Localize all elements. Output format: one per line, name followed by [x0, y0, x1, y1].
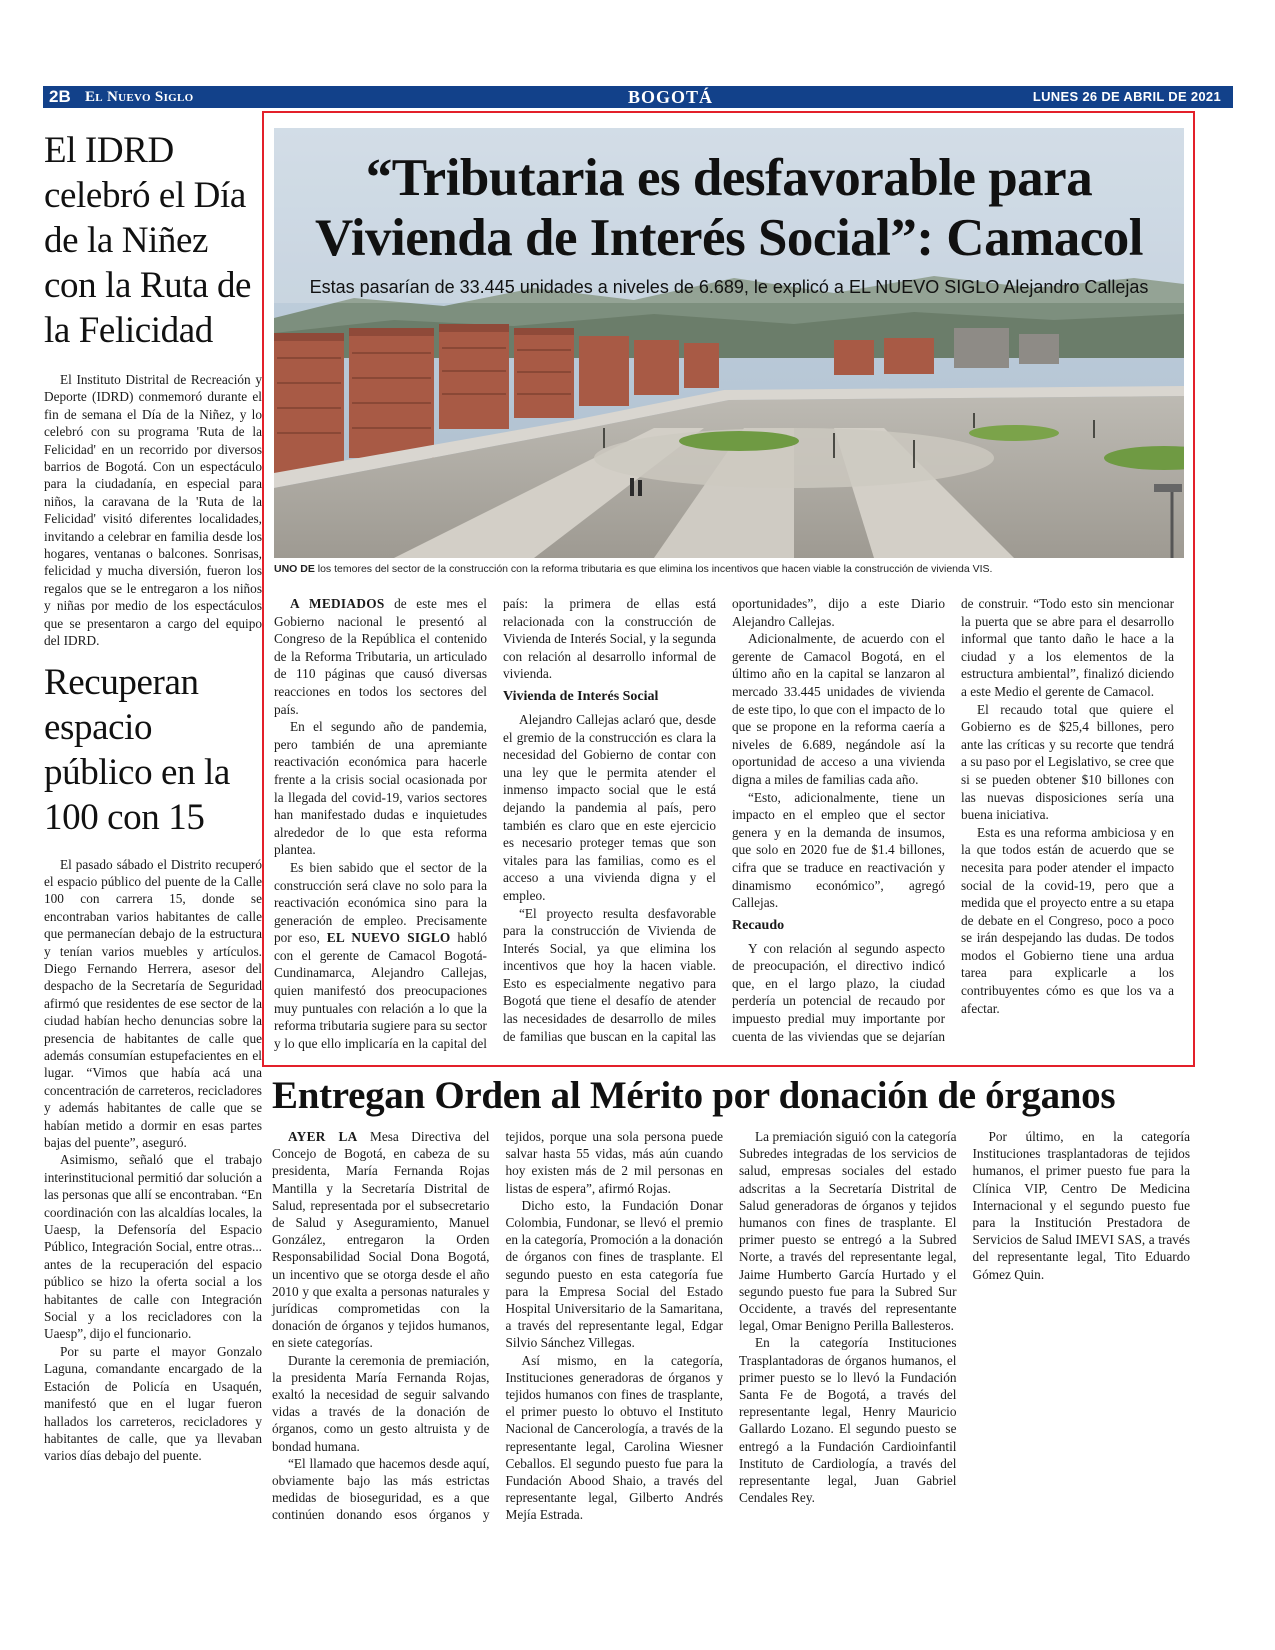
- side-story-paragraph: El Instituto Distrital de Recreación y Deporte (IDRD) conmemoró durante el fin de semana el Día de la Niñez, y lo celebró con su programa 'Ruta de la Felicidad' en un recorrido por diversos barrios de Bogotá. Con un espectáculo para la ciudadanía, en especial para niños, la caravana de la 'Ruta de la Felicidad' visitó diferentes localidades, invitando a celebrar en familia desde los hogares, ventanas o balcones. Sonrisas, felicidad y mucha diversión, fueron los regalos que se le entregaron a los niños y niñas por medio de los espectáculos que se presentaron a cargo del equipo del IDRD.: [44, 372, 262, 649]
- side-story-espacio-publico: [44, 660, 262, 1465]
- side-story-paragraph: El pasado sábado el Distrito recuperó el espacio público del puente de la Calle 100 con carrera 15, donde se encontraban varios habitantes de calle que permanecían debajo de la estructura y tenían varios muebles y artículos. Diego Fernando Herrera, asesor del despacho de la Secretaría de Seguridad afirmó que residentes de ese sector de la ciudad habían hecho denuncias sobre la presencia de habitantes de calle que además consumían estupefacientes en el lugar. “Vimos que había acá una concentración de carreteros, recicladores y además habitantes de calle que se habían metido a dormir en esas partes bajas del puente”, aseguró.: [44, 856, 262, 1150]
- page-header-bar: [43, 86, 1233, 108]
- main-story-subheadline: Estas pasarían de 33.445 unidades a niveles de 6.689, le explicó a EL NUEVO SIGLO Alejandro Callejas: [309, 277, 1149, 297]
- newspaper-mention: EL NUEVO SIGLO: [326, 930, 451, 946]
- bottom-story-paragraph: Por último, en la categoría Instituciones trasplantadoras de tejidos humanos, el primer puesto fue para la Clínica VIP, Centro De Medicina Internacional y el segundo puesto fue para la Institución Prestadora de Servicios de Salud IMEVI SAS, a través del representante legal, Tito Eduardo Gómez Quin.: [972, 1129, 1190, 1282]
- main-story-headline: “Tributaria es desfavorable para Vivienda de Interés Social”: Camacol: [315, 149, 1143, 267]
- bottom-story-paragraph: La premiación siguió con la categoría Subredes integradas de los servicios de salud, empresas sociales del estado adscritas a la Secretaría Distrital de Salud generadoras de órganos y tejidos humanos con fines de trasplante. El primer puesto se entregó a la Subred Norte, a través del representante legal, Jaime Humberto García Hurtado y el segundo puesto fue para la Subred Sur Occidente, a través del representante legal, Omar Benigno Perilla Ballesteros.: [739, 1129, 957, 1334]
- bottom-story-paragraph: En la categoría Instituciones Trasplantadoras de órganos humanos, el primer puesto se lo llevó la Fundación Santa Fe de Bogotá, a través del representante legal, Henry Mauricio Gallardo Lozano. El segundo puesto se entregó a la Fundación Cardioinfantil Instituto de Cardiología, a través del representante legal, Juan Gabriel Cendales Rey.: [739, 1335, 957, 1506]
- caption-lead: UNO DE: [274, 563, 315, 575]
- main-story-paragraph: El recaudo total que quiere el Gobierno es de $25,4 billones, pero ante las críticas y su recorte que tendrá a su paso por el Legislativo, se cree que si se pueden obtener $10 billones con las nuevas disposiciones sería una buena iniciativa.: [961, 701, 1174, 823]
- bottom-story-paragraph: Así mismo, en la categoría, Instituciones generadoras de órganos y tejidos humanos con fines de trasplante, el primer puesto lo obtuvo el Instituto Nacional de Cancerología, a través de la representante legal, Carolina Wiesner Ceballos. El segundo puesto fue para la Fundación Abood Shaio, a través del representante legal, Gilberto Andrés Mejía Estrada.: [505, 1352, 723, 1523]
- section-name: BOGOTÁ: [628, 87, 714, 107]
- lead-caps: A MEDIADOS: [290, 596, 385, 611]
- bottom-story-headline: Entregan Orden al Mérito por donación de órganos: [272, 1074, 1116, 1117]
- main-story-paragraph: Esta es una reforma ambiciosa y en la que todos están de acuerdo que se necesita para poder atender el impacto social de la covid-19, pero que a medida que el proyecto entre a su etapa de debate en el Congreso, poco a poco se irán despejando las dudas. De todos modos el Gobierno tiene una ardua tarea para explicarle a los contribuyentes cómo es que los va a afectar.: [961, 824, 1174, 1016]
- side-story-body: [44, 856, 262, 1465]
- paragraph-text: Es bien sabido que el sector de la construcción será clave no solo para la reactivación económica sino para la generación de empleo. Precisamente por eso,: [274, 859, 487, 946]
- side-story-headline: El IDRD celebró el Día de la Niñez con la Ruta de la Felicidad: [44, 130, 252, 351]
- main-story-paragraph: “Esto, adicionalmente, tiene un impacto en el empleo que el sector genera y en la demanda de insumos, que solo en 2020 fue de $1.4 billones, cifra que se traduce en reactivación y dinamismo económico”, agregó Callejas.: [732, 789, 945, 911]
- side-story-paragraph: Por su parte el mayor Gonzalo Laguna, comandante encargado de la Estación de Policía en Usaquén, manifestó que en el lugar fueron hallados los carreteros, recicladores y habitantes de calle, que ya llevaban varios días debajo del puente.: [44, 1343, 262, 1464]
- paragraph-text: habló con el gerente de Camacol Bogotá-Cundinamarca, Alejandro Callejas, quien manifestó dos preocupaciones muy puntuales con relación a lo que la reforma tributaria sugiere para su sector y lo que ello implicaría en la capital del país: la primera de ellas está relacionada con la construcción de Vivienda de Interés Social, y la segunda con relación al desarrollo informal de vivienda.: [274, 596, 716, 1051]
- main-story-paragraph: [274, 595, 487, 718]
- lead-caps: AYER LA: [288, 1129, 358, 1144]
- bottom-story-body: [272, 1128, 1190, 1528]
- paragraph-text: de este mes el Gobierno nacional le presentó al Congreso de la República el contenido de la Reforma Tributaria, un articulado de 110 páginas que causó diversas reacciones en todos los sectores del país.: [274, 596, 487, 717]
- main-story-paragraph: En el segundo año de pandemia, pero también de una apremiante reactivación económica para hacerle frente a la crisis social ocasionada por la llegada del covid-19, varios sectores han manifestado dudas e inquietudes alrededor de lo que esta reforma plantea.: [274, 719, 487, 858]
- side-story-paragraph: Asimismo, señaló que el trabajo interinstitucional permitió dar solución a las personas que allí se encontraban. “En coordinación con las alcaldías locales, la Uaesp, la Defensoría del Espacio Público, Integración Social, entre otras... antes de la recuperación del espacio público se hizo la oferta social a los habitantes de calle con Integración Social y a los recicladores con la Uaesp”, dijo el funcionario.: [44, 1152, 262, 1342]
- photo-caption: [274, 563, 1184, 575]
- side-story-headline: Recuperan espacio público en la 100 con 15: [44, 661, 230, 838]
- bottom-story-paragraph: Dicho esto, la Fundación Donar Colombia, Fundonar, se llevó el premio en la categoría, Promoción a la donación de órganos con fines de trasplante. El segundo puesto en esta categoría fue para la Empresa Social del Estado Hospital Universitario de la Samaritana, a través del representante legal, Edgar Silvio Sánchez Villegas.: [505, 1197, 723, 1351]
- caption-text: los temores del sector de la construcción con la reforma tributaria es que elimina los incentivos que hacen viable la construcción de vivienda VIS.: [314, 563, 993, 575]
- bottom-story-paragraph: “El llamado que hacemos desde aquí, obviamente bajo las más estrictas medidas de bioseguridad, es a que continúen donando esos órganos y tejidos, porque una sola persona puede salvar hasta 55 vidas, más aún cuando hoy existen más de 2 mil personas en listas de espera”, afirmó Rojas.: [272, 1129, 723, 1523]
- issue-date: LUNES 26 DE ABRIL DE 2021: [1032, 89, 1221, 104]
- bottom-story-paragraph: Durante la ceremonia de premiación, la presidenta María Fernanda Rojas, exaltó la necesidad de seguir salvando vidas a través de la donación de órganos, como un gesto altruista y de bondad humana.: [272, 1352, 490, 1454]
- main-story-subhead: Recaudo: [732, 917, 785, 933]
- main-story-paragraph: Y con relación al segundo aspecto de preocupación, el directivo indicó que, en el largo plazo, la ciudad perdería un potencial de recaudo por impuesto predial muy importante por cuenta de las viviendas que se dejarían de construir. “Todo esto sin mencionar la puerta que se abre para el desarrollo informal que tanto daño le hace a la ciudad y a los elementos de la estructura ambiental”, finalizó diciendo a este Medio el gerente de Camacol.: [732, 596, 1174, 1044]
- side-story-body: [44, 371, 262, 650]
- newspaper-name: El Nuevo Siglo: [85, 88, 194, 105]
- page-number: 2B: [49, 87, 71, 106]
- left-sidebar-column: [44, 128, 262, 1465]
- side-story-idrd: [44, 128, 262, 650]
- hero-photo-housing-project: [274, 128, 1184, 558]
- main-story-body: [274, 595, 1174, 1057]
- main-story-frame: [262, 111, 1195, 1067]
- bottom-story-paragraph: [272, 1128, 490, 1352]
- main-story-paragraph: “El proyecto resulta desfavorable para la construcción de Vivienda de Interés Social, ya que elimina los incentivos que hoy la hacen viable. Esto es especialmente negativo para Bogotá que tiene el desafío de atender las necesidades de desarrollo de miles de familias que buscan en la capital las oportunidades”, dijo a este Diario Alejandro Callejas.: [503, 596, 945, 1044]
- paragraph-text: Mesa Directiva del Concejo de Bogotá, en cabeza de su presidenta, María Fernanda Rojas Mantilla y la Secretaría Distrital de Salud, representada por el subsecretario de Salud y Aseguramiento, Manuel González, entregaron la Orden Responsabilidad Social Dona Bogotá, un incentivo que se otorga desde el año 2010 y que exalta a personas naturales y jurídicas comprometidas con la donación de órganos y tejidos humanos, en siete categorías.: [272, 1129, 490, 1351]
- main-story-paragraph: Alejandro Callejas aclaró que, desde el gremio de la construcción es clara la necesidad del Gobierno de contar con una ley que le permita atender el inmenso impacto social que le está dejando la pandemia al país, pero también es claro que en este ejercicio es necesario proteger temas que son vitales para las familias, como es el acceso a una vivienda digna y el empleo.: [503, 711, 716, 903]
- main-story-paragraph: Adicionalmente, de acuerdo con el gerente de Camacol Bogotá, en el último año en la capital se lanzaron al mercado 33.445 unidades de vivienda de este tipo, lo que con el impacto de lo que se propone en la reforma caería a niveles de 6.689, negándole así la oportunidad de acceso a una vivienda digna a miles de familias cada año.: [732, 631, 945, 787]
- main-story-subhead: Vivienda de Interés Social: [503, 688, 659, 704]
